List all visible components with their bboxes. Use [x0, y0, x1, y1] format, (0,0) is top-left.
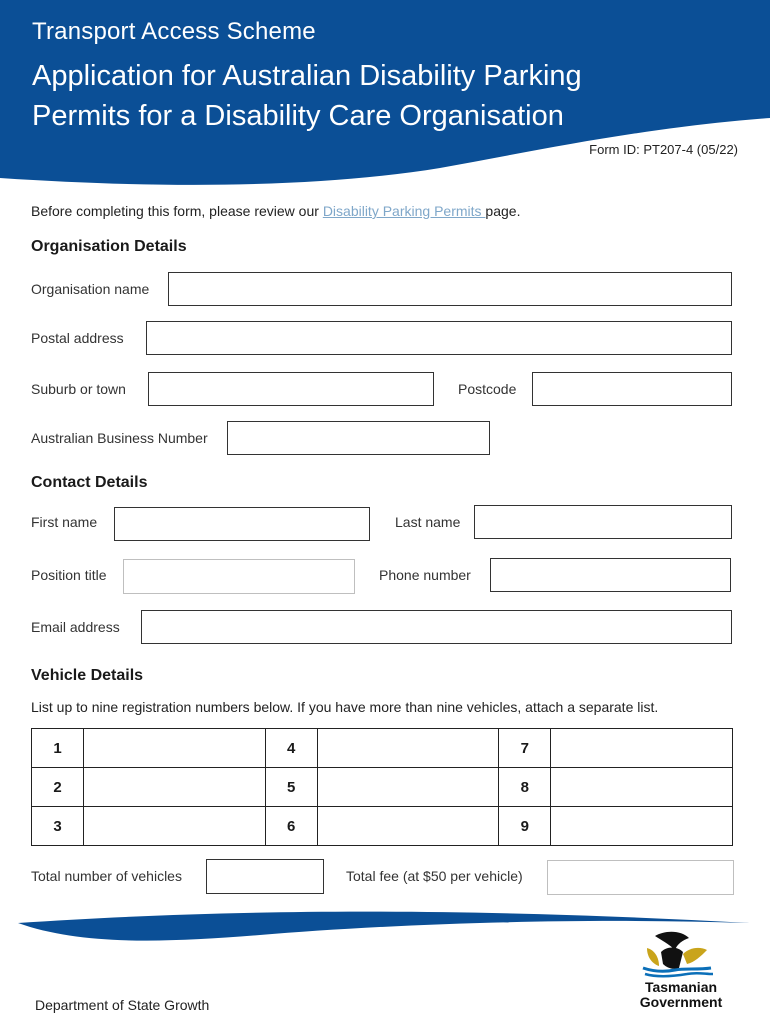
phone-number-field[interactable]	[490, 558, 731, 592]
row-number: 2	[32, 768, 84, 807]
table-row	[32, 729, 733, 768]
row-number: 7	[499, 729, 551, 768]
abn-label: Australian Business Number	[31, 430, 208, 446]
suburb-field[interactable]	[148, 372, 434, 406]
intro-before: Before completing this form, please review our	[31, 203, 323, 219]
organisation-name-field[interactable]	[168, 272, 732, 306]
vehicle-details-heading: Vehicle Details	[31, 667, 144, 684]
registration-field-2[interactable]	[84, 768, 266, 807]
row-number: 1	[32, 729, 84, 768]
table-row	[32, 768, 733, 807]
intro-after: page.	[485, 203, 521, 219]
total-fee-label: Total fee (at $50 per vehicle)	[346, 868, 523, 884]
suburb-label: Suburb or town	[31, 381, 126, 397]
email-address-field[interactable]	[141, 610, 732, 644]
table-row	[32, 807, 733, 846]
registration-field-9[interactable]	[551, 807, 733, 846]
row-number: 9	[499, 807, 551, 846]
first-name-label: First name	[31, 514, 98, 530]
form-id: Form ID: PT207-4 (05/22)	[589, 142, 738, 157]
logo-text	[628, 980, 734, 1010]
department-name: Department of State Growth	[35, 997, 210, 1013]
page-title: Application for Australian Disability Parking Permits for a Disability Care Organisation	[32, 60, 582, 132]
organisation-details-heading: Organisation Details	[31, 238, 187, 255]
registration-field-5[interactable]	[317, 768, 499, 807]
row-number: 4	[265, 729, 317, 768]
scheme-name: Transport Access Scheme	[32, 18, 316, 45]
registration-field-1[interactable]	[84, 729, 266, 768]
postal-address-label: Postal address	[31, 330, 124, 346]
position-title-field[interactable]	[123, 559, 355, 594]
email-address-label: Email address	[31, 619, 120, 635]
registration-field-3[interactable]	[84, 807, 266, 846]
disability-parking-permits-link[interactable]: Disability Parking Permits	[322, 203, 486, 219]
position-title-label: Position title	[31, 567, 107, 583]
last-name-field[interactable]	[474, 505, 732, 539]
logo-line-1: Tasmanian	[644, 979, 718, 995]
abn-field[interactable]	[227, 421, 490, 455]
postal-address-field[interactable]	[146, 321, 732, 355]
postcode-label: Postcode	[458, 381, 517, 397]
last-name-label: Last name	[395, 514, 461, 530]
total-fee-field[interactable]	[547, 860, 734, 895]
registration-field-4[interactable]	[317, 729, 499, 768]
total-vehicles-label: Total number of vehicles	[31, 868, 182, 884]
postcode-field[interactable]	[532, 372, 732, 406]
vehicle-instruction: List up to nine registration numbers below. If you have more than nine vehicles, attach a separate list.	[31, 699, 659, 715]
phone-number-label: Phone number	[379, 567, 471, 583]
registration-table	[31, 728, 733, 846]
row-number: 6	[265, 807, 317, 846]
contact-details-heading: Contact Details	[31, 474, 148, 491]
total-vehicles-field[interactable]	[206, 859, 324, 894]
intro-text	[31, 203, 520, 219]
row-number: 3	[32, 807, 84, 846]
row-number: 8	[499, 768, 551, 807]
logo-line-2: Government	[639, 994, 723, 1010]
registration-field-8[interactable]	[551, 768, 733, 807]
row-number: 5	[265, 768, 317, 807]
organisation-name-label: Organisation name	[31, 281, 150, 297]
registration-field-7[interactable]	[551, 729, 733, 768]
registration-field-6[interactable]	[317, 807, 499, 846]
first-name-field[interactable]	[114, 507, 370, 541]
